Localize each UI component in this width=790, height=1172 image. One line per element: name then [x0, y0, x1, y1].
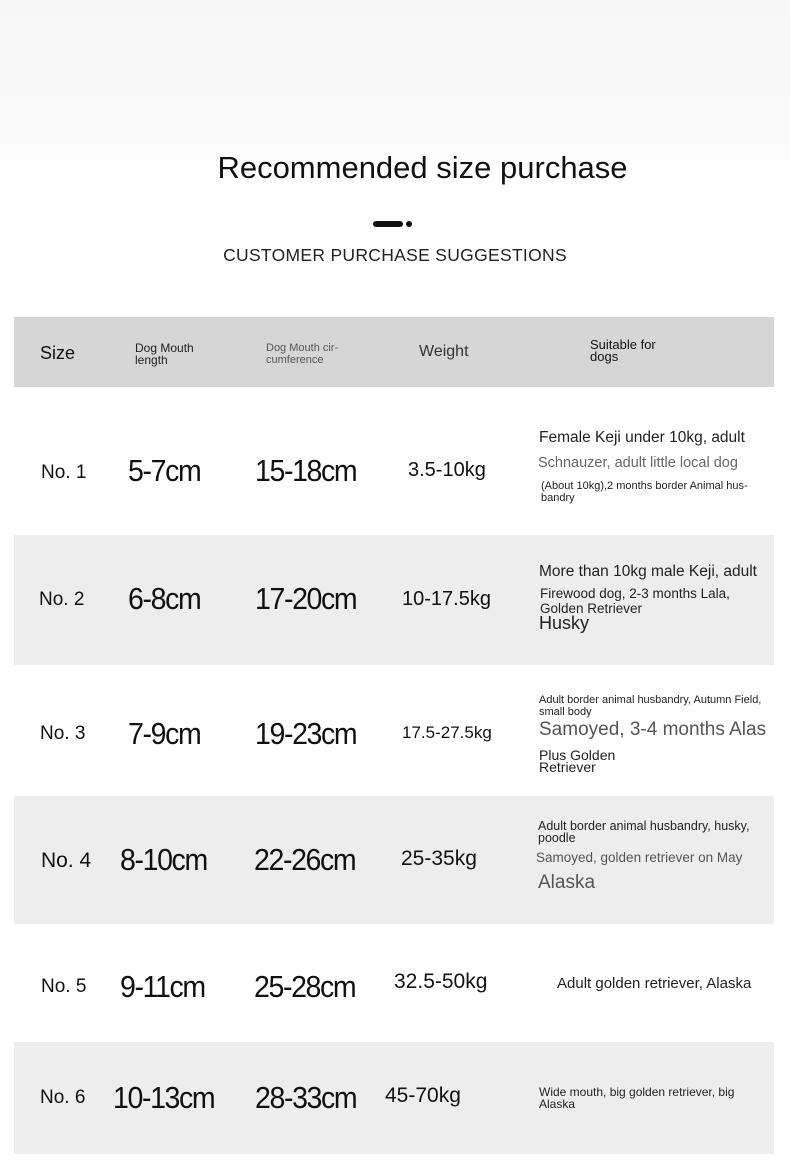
dog-description: Alaska	[538, 872, 596, 893]
size-number: No. 4	[41, 849, 92, 872]
mouth-length-value: 5-7cm	[128, 453, 201, 488]
mouth-length-value: 9-11cm	[120, 969, 205, 1004]
top-band	[0, 0, 790, 160]
header-weight: Weight	[419, 343, 469, 360]
page-subtitle: CUSTOMER PURCHASE SUGGESTIONS	[223, 245, 567, 265]
weight-value: 45-70kg	[385, 1084, 461, 1107]
weight-value: 32.5-50kg	[394, 970, 488, 993]
header-mouth-length: Dog Mouth length	[135, 341, 194, 367]
dog-description: (About 10kg),2 months border Animal hus-bandry	[541, 480, 748, 504]
table-row	[14, 387, 774, 535]
size-table-header	[14, 317, 774, 387]
header-suitable-dogs: Suitable for dogs	[590, 337, 656, 364]
mouth-length-value: 8-10cm	[120, 842, 207, 877]
weight-value: 17.5-27.5kg	[402, 723, 492, 742]
table-row	[14, 924, 774, 1042]
dog-description: Husky	[539, 613, 590, 633]
header-mouth-circumference: Dog Mouth cir-cumference	[266, 342, 339, 366]
weight-value: 10-17.5kg	[402, 588, 491, 610]
table-row	[14, 665, 774, 796]
mouth-circumference-value: 15-18cm	[255, 453, 357, 488]
mouth-length-value: 7-9cm	[128, 716, 201, 751]
mouth-circumference-value: 19-23cm	[255, 716, 357, 751]
dog-description: Adult border animal husbandry, Autumn Field, small body	[539, 694, 762, 718]
size-number: No. 6	[40, 1087, 86, 1108]
page-title: Recommended size purchase	[217, 150, 628, 185]
mouth-circumference-value: 25-28cm	[254, 969, 356, 1004]
dog-description: Firewood dog, 2-3 months Lala, Golden Retriever	[540, 586, 730, 616]
header-size: Size	[40, 343, 76, 363]
divider-bar	[373, 221, 403, 227]
table-row	[14, 535, 774, 665]
table-row	[14, 1042, 774, 1154]
size-number: No. 2	[39, 589, 85, 610]
dog-description: Samoyed, golden retriever on May	[536, 850, 743, 865]
mouth-circumference-value: 28-33cm	[255, 1080, 357, 1115]
dog-description: More than 10kg male Keji, adult	[539, 563, 757, 580]
mouth-length-value: 6-8cm	[128, 581, 201, 616]
size-number: No. 1	[41, 462, 87, 483]
dog-description: Adult golden retriever, Alaska	[557, 975, 752, 992]
dog-description: Adult border animal husbandry, husky, poodle	[538, 819, 750, 845]
dog-description: Wide mouth, big golden retriever, big Alaska	[539, 1085, 735, 1111]
weight-value: 25-35kg	[401, 847, 477, 870]
mouth-circumference-value: 22-26cm	[254, 842, 356, 877]
size-number: No. 3	[40, 723, 86, 744]
dog-description: Plus Golden Retriever	[539, 747, 616, 775]
dog-description: Schnauzer, adult little local dog	[538, 455, 738, 471]
weight-value: 3.5-10kg	[408, 459, 486, 481]
dog-description: Female Keji under 10kg, adult	[539, 429, 745, 446]
mouth-circumference-value: 17-20cm	[255, 581, 357, 616]
table-row	[14, 796, 774, 924]
dog-description: Samoyed, 3-4 months Alas	[539, 719, 767, 740]
size-number: No. 5	[41, 976, 87, 997]
mouth-length-value: 10-13cm	[113, 1080, 215, 1115]
divider-dot	[406, 221, 412, 227]
